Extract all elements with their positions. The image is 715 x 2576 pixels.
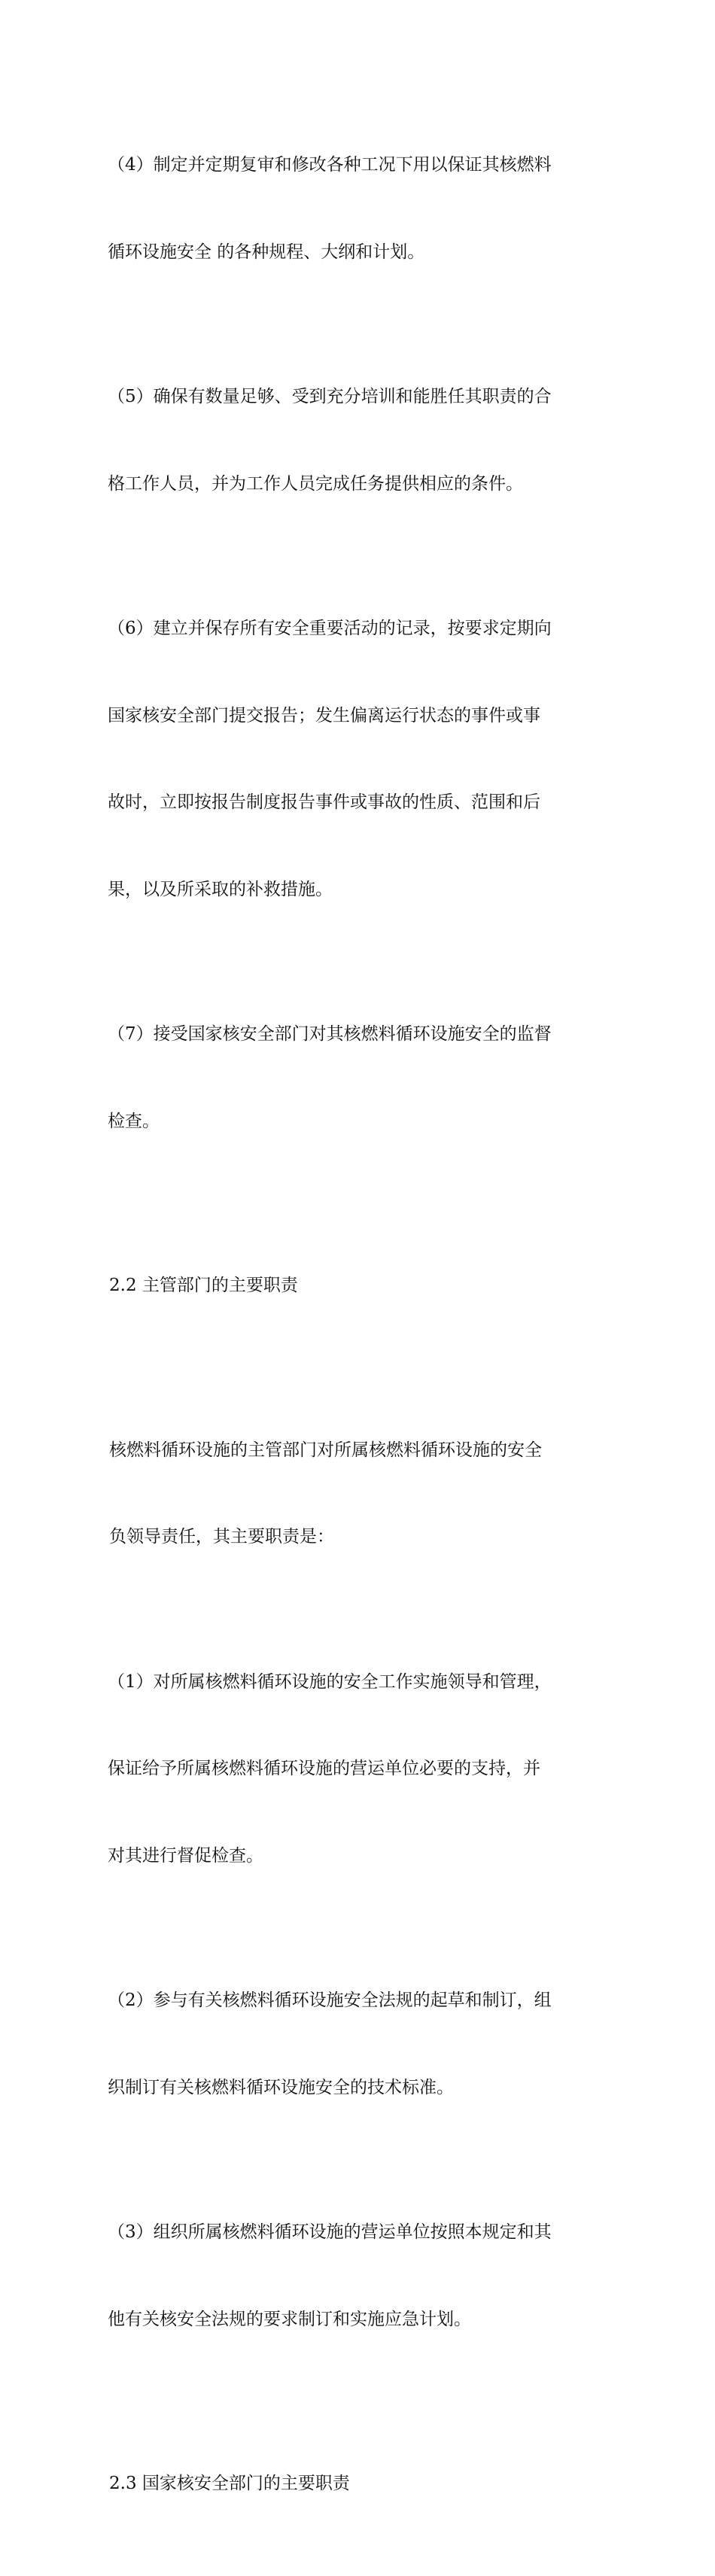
item-2 (109, 1928, 606, 2160)
section-heading-2-2 (109, 1213, 606, 1358)
text-line: 检查。 (108, 1111, 160, 1131)
text-line: 他有关核安全法规的要求制订和实施应急计划。 (108, 2309, 471, 2329)
item-6 (109, 556, 606, 962)
text-line: 故时，立即按报告制度报告事件或事故的性质、范围和后 (108, 792, 540, 812)
text-line: 核燃料循环设施的主管部门对所属核燃料循环设施的安全 (109, 1440, 542, 1460)
item-5 (109, 324, 606, 556)
text-line: 对其进行督促检查。 (108, 1845, 263, 1866)
heading-text: 2.2 主管部门的主要职责 (109, 1276, 298, 1295)
item-3 (109, 2160, 606, 2392)
text-line: （2）参与有关核燃料循环设施安全法规的起草和制订，组 (108, 1991, 552, 2010)
text-line: （4）制定并定期复审和修改各种工况下用以保证其核燃料 (108, 155, 552, 175)
text-line: （7）接受国家核安全部门对其核燃料循环设施安全的监督 (108, 1024, 552, 1044)
item-7 (109, 962, 606, 1194)
document-page (109, 93, 606, 2576)
text-line: （1）对所属核燃料循环设施的安全工作实施领导和管理， (108, 1671, 552, 1692)
text-line: 负领导责任，其主要职责是： (109, 1527, 334, 1547)
intro-paragraph (109, 1378, 606, 1610)
text-line: （5）确保有数量足够、受到充分培训和能胜任其职责的合 (108, 387, 552, 406)
section-heading-2-3 (109, 2411, 606, 2556)
text-line: 格工作人员，并为工作人员完成任务提供相应的条件。 (108, 473, 523, 494)
item-4 (109, 93, 606, 324)
text-line: 循环设施安全 的各种规程、大纲和计划。 (108, 242, 425, 262)
text-line: （3）组织所属核燃料循环设施的营运单位按照本规定和其 (108, 2222, 552, 2242)
text-line: 果，以及所采取的补救措施。 (108, 879, 333, 899)
item-1 (109, 1610, 606, 1929)
text-line: 国家核安全部门提交报告；发生偏离运行状态的事件或事 (108, 705, 540, 725)
text-line: 保证给予所属核燃料循环设施的营运单位必要的支持，并 (108, 1759, 540, 1778)
text-line: 织制订有关核燃料循环设施安全的技术标准。 (108, 2077, 454, 2097)
text-line: （6）建立并保存所有安全重要活动的记录，按要求定期向 (108, 619, 552, 638)
heading-text: 2.3 国家核安全部门的主要职责 (109, 2474, 350, 2493)
